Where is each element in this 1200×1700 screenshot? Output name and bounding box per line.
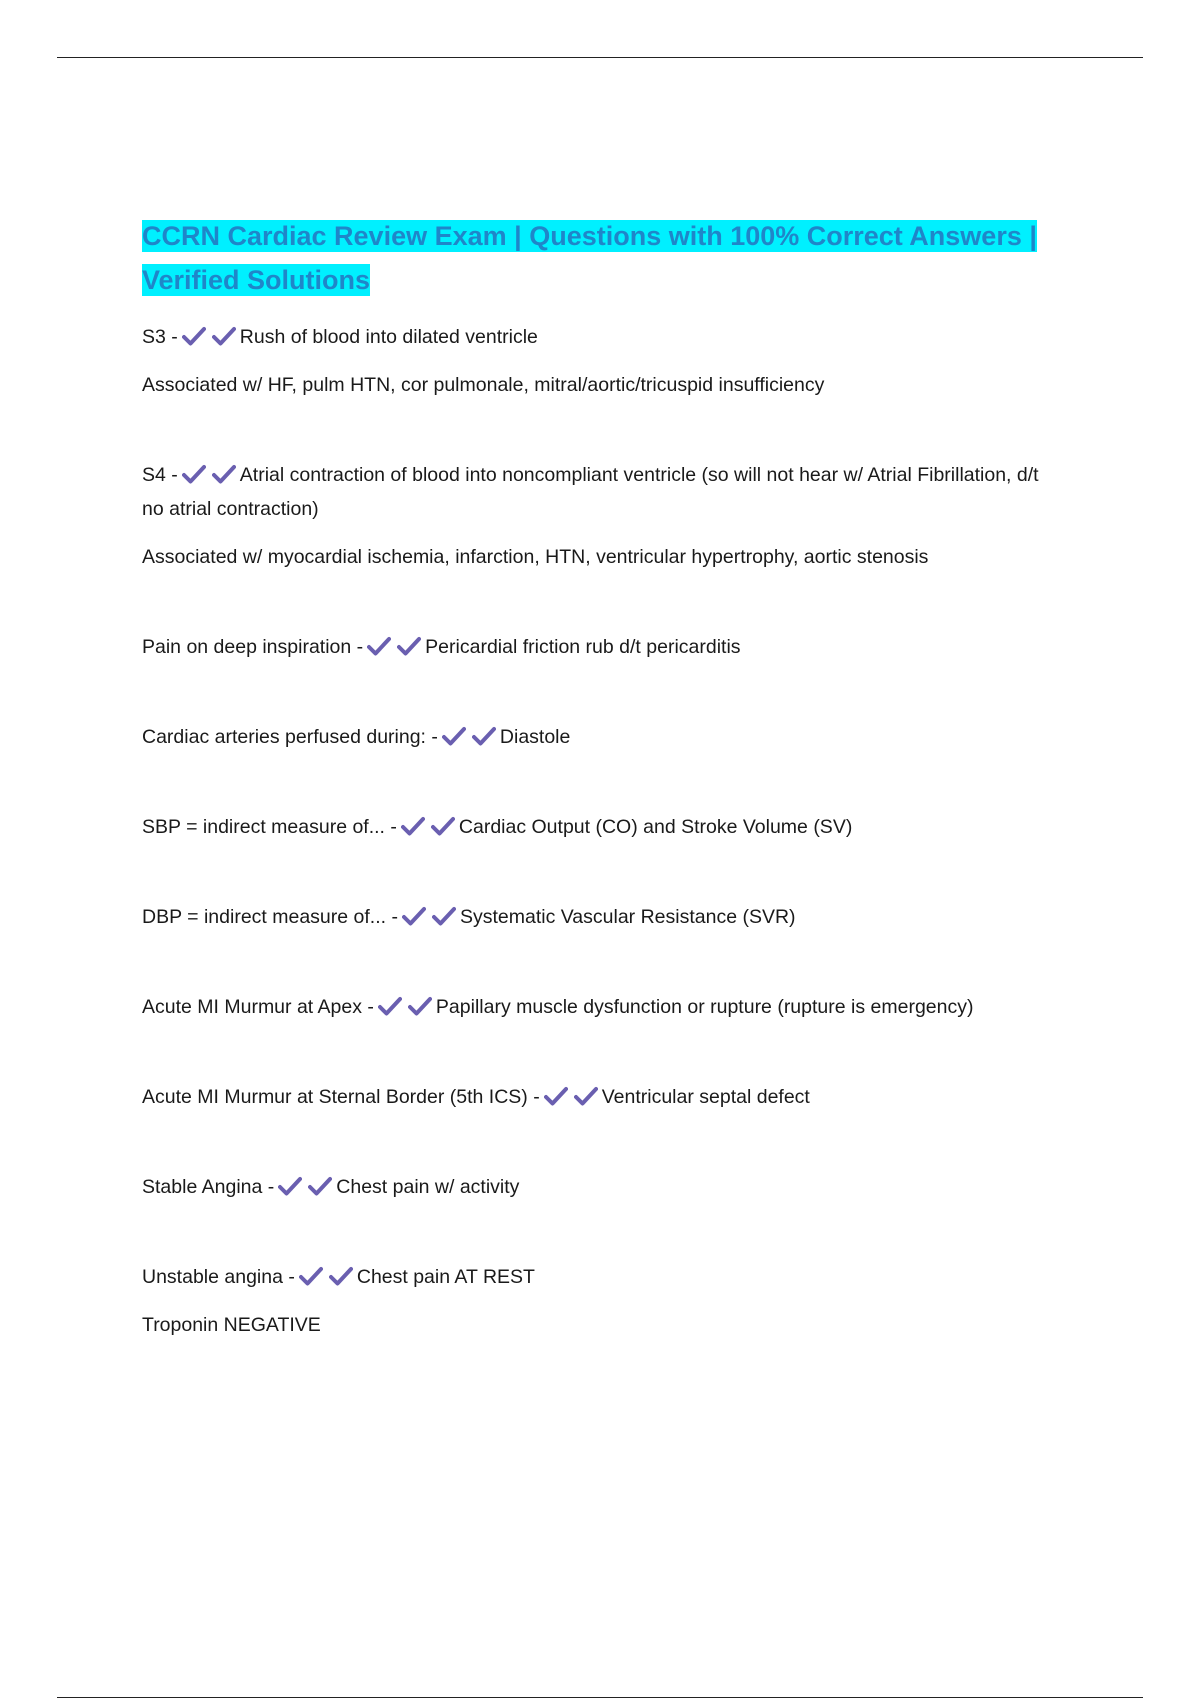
checkmark-icon (182, 463, 206, 485)
double-check-marks (544, 1085, 598, 1107)
qa-line (142, 320, 1042, 354)
qa-term: Stable Angina (142, 1176, 263, 1198)
qa-term: Acute MI Murmur at Sternal Border (5th ICS) (142, 1086, 528, 1108)
checkmark-icon (574, 1085, 598, 1107)
checkmark-icon (431, 815, 455, 837)
qa-line (142, 1080, 1042, 1114)
qa-answer: Systematic Vascular Resistance (SVR) (459, 906, 796, 928)
double-check-marks (402, 905, 456, 927)
qa-note: Troponin NEGATIVE (142, 1314, 321, 1336)
qa-separator: - (171, 326, 178, 348)
checkmark-icon (378, 995, 402, 1017)
qa-term: DBP = indirect measure of... (142, 906, 387, 928)
document-title (142, 214, 1042, 302)
qa-entry (142, 320, 1042, 402)
qa-answer: Pericardial friction rub d/t pericarditis (425, 636, 741, 658)
checkmark-icon (299, 1265, 323, 1287)
checkmark-icon (408, 995, 432, 1017)
top-rule (57, 57, 1143, 58)
qa-entry (142, 1260, 1042, 1342)
qa-line (142, 1170, 1042, 1204)
document-body (142, 214, 1042, 1342)
double-check-marks (182, 325, 236, 347)
double-check-marks (378, 995, 432, 1017)
qa-line (142, 810, 1042, 844)
qa-answer: Chest pain w/ activity (336, 1176, 520, 1198)
double-check-marks (278, 1175, 332, 1197)
qa-entry (142, 990, 1042, 1024)
double-check-marks (182, 463, 236, 485)
qa-separator: - (390, 816, 397, 838)
checkmark-icon (212, 463, 236, 485)
qa-answer: Rush of blood into dilated ventricle (239, 326, 538, 348)
qa-answer: Diastole (499, 726, 571, 748)
checkmark-icon (278, 1175, 302, 1197)
qa-term: S3 (142, 326, 166, 348)
qa-entry (142, 1080, 1042, 1114)
qa-separator: - (171, 464, 178, 486)
qa-term: Cardiac arteries perfused during: (142, 726, 426, 748)
checkmark-icon (401, 815, 425, 837)
qa-line (142, 720, 1042, 754)
title-line-1: CCRN Cardiac Review Exam | Questions with 100% Correct Answers | (142, 221, 1037, 251)
qa-answer: Cardiac Output (CO) and Stroke Volume (SV) (458, 816, 853, 838)
qa-term: Unstable angina (142, 1266, 283, 1288)
qa-separator: - (431, 726, 438, 748)
checkmark-icon (397, 635, 421, 657)
checkmark-icon (544, 1085, 568, 1107)
checkmark-icon (212, 325, 236, 347)
qa-entry (142, 458, 1042, 574)
qa-term: S4 (142, 464, 166, 486)
qa-line (142, 630, 1042, 664)
qa-separator: - (367, 996, 374, 1018)
checkmark-icon (182, 325, 206, 347)
qa-line (142, 900, 1042, 934)
checkmark-icon (367, 635, 391, 657)
qa-separator: - (356, 636, 364, 658)
qa-answer: Chest pain AT REST (356, 1266, 535, 1288)
qa-line (142, 990, 1042, 1024)
qa-line (142, 458, 1042, 526)
qa-line (142, 1260, 1042, 1294)
qa-answer: Papillary muscle dysfunction or rupture (rupture is emergency) (435, 996, 974, 1018)
qa-entry (142, 1170, 1042, 1204)
qa-entry (142, 720, 1042, 754)
checkmark-icon (329, 1265, 353, 1287)
qa-separator: - (391, 906, 398, 928)
checkmark-icon (308, 1175, 332, 1197)
checkmark-icon (402, 905, 426, 927)
qa-term: Pain on deep inspiration (142, 636, 352, 658)
qa-term: Acute MI Murmur at Apex (142, 996, 362, 1018)
double-check-marks (367, 635, 421, 657)
qa-answer: Ventricular septal defect (601, 1086, 810, 1108)
qa-separator: - (267, 1176, 275, 1198)
title-line-2: Verified Solutions (142, 265, 371, 295)
qa-entry (142, 900, 1042, 934)
qa-list (142, 320, 1042, 1342)
checkmark-icon (472, 725, 496, 747)
double-check-marks (442, 725, 496, 747)
qa-note: Associated w/ HF, pulm HTN, cor pulmonale, mitral/aortic/tricuspid insufficiency (142, 374, 825, 396)
qa-entry (142, 630, 1042, 664)
bottom-rule (57, 1697, 1143, 1698)
qa-answer: Atrial contraction of blood into noncompliant ventricle (so will not hear w/ Atrial Fibrillation, d/t no atrial contraction) (142, 464, 1039, 520)
double-check-marks (299, 1265, 353, 1287)
checkmark-icon (442, 725, 466, 747)
qa-note: Associated w/ myocardial ischemia, infarction, HTN, ventricular hypertrophy, aortic stenosis (142, 546, 929, 568)
qa-entry (142, 810, 1042, 844)
checkmark-icon (432, 905, 456, 927)
qa-term: SBP = indirect measure of... (142, 816, 385, 838)
qa-separator: - (288, 1266, 295, 1288)
qa-separator: - (533, 1086, 540, 1108)
double-check-marks (401, 815, 455, 837)
